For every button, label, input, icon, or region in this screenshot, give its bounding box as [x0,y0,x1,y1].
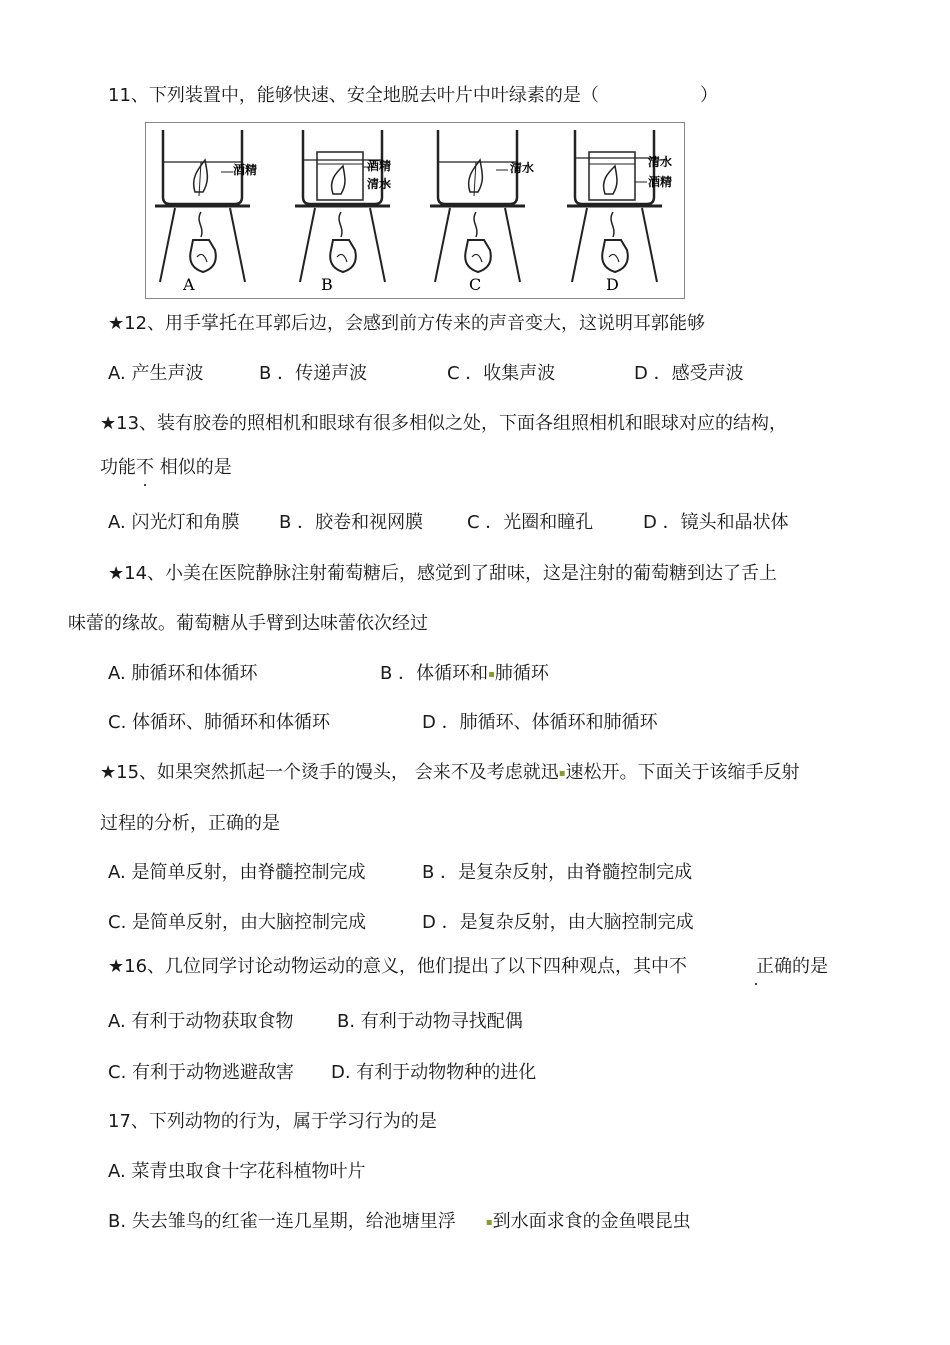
apparatus-a [155,130,250,282]
q12-option-c: C ．收集声波 [447,363,556,384]
q14-option-b [380,662,549,689]
label-b-alcohol: 酒精 [367,159,392,173]
apparatus-c [430,130,525,282]
q13-option-d: D ．镜头和晶状体 [643,512,789,533]
q16-option-b: B. 有利于动物寻找配偶 [337,1011,523,1032]
q14-stem-line1: ★14、小美在医院静脉注射葡萄糖后，感觉到了甜味，这是注射的葡萄糖到达了舌上 [108,563,778,584]
apparatus-d [567,130,663,282]
q16-option-a: A. 有利于动物获取食物 [108,1011,294,1032]
q16-stem-tail [756,955,828,979]
q14-option-d: D ．肺循环、体循环和肺循环 [422,712,658,733]
q15-option-d: D ．是复杂反射，由大脑控制完成 [422,912,694,933]
label-d-water: 清水 [648,155,673,169]
label-c-water: 清水 [510,161,535,175]
q15-stem-part2: 速松开。下面关于该缩手反射 [565,762,800,783]
q11-close-paren: ） [700,85,718,106]
q11-apparatus-figure [145,122,685,299]
q14-option-b-part2: 肺循环 [494,663,549,684]
q16-stem-correct: 正确的是 [756,956,828,977]
q13-stem-emphasis-not: 不 [136,457,154,478]
q17-option-b-part2: 到水面求食的金鱼喂昆虫 [492,1211,691,1232]
q16-stem-main: ★16、几位同学讨论动物运动的意义，他们提出了以下四种观点，其中不 [108,956,688,977]
q13-stem-tail: 相似的是 [154,457,232,478]
q17-option-a: A. 菜青虫取食十字花科植物叶片 [108,1161,366,1182]
q14-option-b-part1: B ．体循环和 [380,663,489,684]
q17-stem: 17、下列动物的行为，属于学习行为的是 [108,1111,437,1132]
q15-stem-part1: ★15、如果突然抓起一个烫手的馒头， 会来不及考虑就迅 [100,762,559,783]
label-b-water: 清水 [367,177,392,191]
q13-stem-function: 功能 [100,457,136,478]
q13-stem-line1: ★13、装有胶卷的照相机和眼球有很多相似之处，下面各组照相机和眼球对应的结构， [100,413,788,434]
q12-option-b: B ．传递声波 [259,363,368,384]
q11-stem: 11、下列装置中，能够快速、安全地脱去叶片中叶绿素的是（ [108,85,599,106]
q15-option-a: A. 是简单反射，由脊髓控制完成 [108,862,366,883]
q13-option-b: B ．胶卷和视网膜 [279,512,424,533]
q17-option-b-part1: B. 失去雏鸟的红雀一连几星期，给池塘里浮 [108,1211,456,1232]
q12-option-a: A. 产生声波 [108,363,204,384]
q13-option-c: C ．光圈和瞳孔 [467,512,594,533]
caption-a: A [183,275,195,294]
q17-option-b [108,1210,691,1237]
stray-mark: ▪ [485,1217,493,1228]
stray-mark: ▪ [488,669,495,680]
apparatus-b [295,130,391,282]
q16-option-c: C. 有利于动物逃避敌害 [108,1062,295,1083]
q15-option-b: B ．是复杂反射，由脊髓控制完成 [422,862,693,883]
q16-option-d: D. 有利于动物物种的进化 [331,1062,537,1083]
caption-c: C [469,275,482,294]
q14-option-c: C. 体循环、肺循环和体循环 [108,712,331,733]
caption-b: B [321,275,333,294]
q15-stem-line2: 过程的分析，正确的是 [100,813,280,834]
q15-option-c: C. 是简单反射，由大脑控制完成 [108,912,367,933]
q12-stem: ★12、用手掌托在耳郭后边，会感到前方传来的声音变大，这说明耳郭能够 [108,313,706,334]
label-a-alcohol: 酒精 [233,163,258,177]
q13-stem-line2 [100,456,232,480]
q13-option-a: A. 闪光灯和角膜 [108,512,240,533]
figure-frame [146,123,685,299]
q14-option-a: A. 肺循环和体循环 [108,663,258,684]
q15-stem-line1 [100,761,800,788]
q12-option-d: D ．感受声波 [634,363,744,384]
label-d-alcohol: 酒精 [648,175,673,189]
q14-stem-line2: 味蕾的缘故。葡萄糖从手臂到达味蕾依次经过 [68,613,428,634]
caption-d: D [606,275,619,294]
stray-mark: ▪ [558,768,566,779]
